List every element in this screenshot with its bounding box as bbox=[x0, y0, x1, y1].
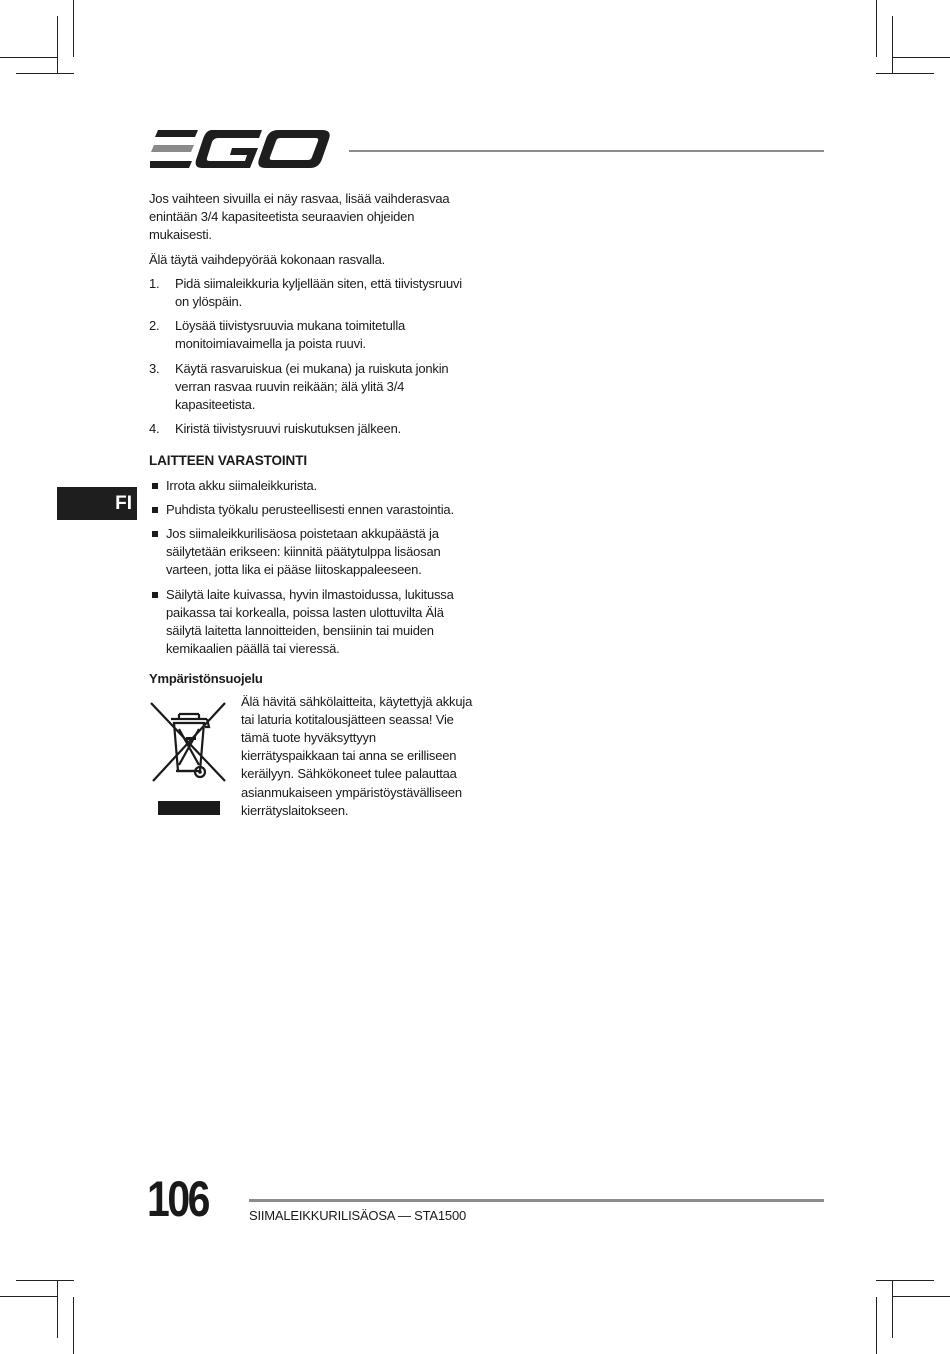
step-text: Löysää tiivistysruuvia mukana toimitetulla monitoimiavaimella ja poista ruuvi. bbox=[175, 318, 406, 352]
list-item bbox=[149, 317, 474, 353]
intro-paragraph: Jos vaihteen sivuilla ei näy rasvaa, lisää vaihderasvaa enintään 3/4 kapasiteetista seuraavien ohjeiden mukaisesti. bbox=[149, 191, 450, 243]
header-rule bbox=[349, 150, 824, 152]
bin-underline-bar bbox=[158, 801, 220, 815]
crop-mark bbox=[876, 0, 877, 57]
crop-mark bbox=[893, 1296, 950, 1297]
list-item bbox=[149, 275, 474, 311]
footer-product-title: SIIMALEIKKURILISÄOSA — STA1500 bbox=[249, 1208, 467, 1223]
bullet-square-icon bbox=[152, 531, 158, 537]
page-number: 106 bbox=[147, 1171, 209, 1227]
list-item bbox=[149, 477, 474, 495]
storage-bullets bbox=[149, 477, 474, 659]
list-item bbox=[149, 586, 474, 659]
crop-mark bbox=[892, 1280, 893, 1338]
crop-mark bbox=[0, 1296, 57, 1297]
crop-mark bbox=[57, 16, 58, 74]
bullet-text: Irrota akku siimaleikkurista. bbox=[166, 477, 317, 493]
intro-paragraph: Älä täytä vaihdepyörää kokonaan rasvalla. bbox=[149, 251, 386, 267]
crop-mark bbox=[16, 1280, 74, 1281]
crop-mark bbox=[892, 16, 893, 74]
step-text: Käytä rasvaruiskua (ei mukana) ja ruiskuta jonkin verran rasvaa ruuvin reikään; älä ylitä 3/4 kapasiteetista. bbox=[175, 360, 449, 413]
crop-mark bbox=[16, 73, 74, 74]
environment-heading: Ympäristönsuojelu bbox=[149, 671, 263, 687]
crop-mark bbox=[876, 1297, 877, 1354]
step-text: Kiristä tiivistysruuvi ruiskutuksen jälkeen. bbox=[175, 421, 402, 437]
step-number: 3. bbox=[149, 360, 160, 376]
crop-mark bbox=[73, 1297, 74, 1354]
list-item bbox=[149, 420, 474, 438]
crop-mark bbox=[57, 1280, 58, 1338]
step-number: 1. bbox=[149, 275, 160, 291]
step-number: 4. bbox=[149, 421, 160, 437]
bullet-square-icon bbox=[152, 507, 158, 513]
footer-rule bbox=[249, 1199, 824, 1202]
environment-section bbox=[149, 693, 474, 833]
bullet-square-icon bbox=[152, 483, 158, 489]
crop-mark bbox=[876, 1280, 934, 1281]
environment-text: Älä hävitä sähkölaitteita, käytettyjä akkuja tai laturia kotitalousjätteen seassa! Vie tämä tuote hyväksyttyyn kierrätyspaikkaan tai anna se erilliseen keräilyyn. Sähkökoneet tulee palauttaa asianmukaiseen ympäristöystävälliseen kierrätyslaitokseen. bbox=[241, 693, 473, 818]
list-item bbox=[149, 360, 474, 415]
crop-mark bbox=[893, 57, 950, 58]
step-number: 2. bbox=[149, 318, 160, 334]
ego-logo bbox=[150, 130, 332, 172]
crop-mark bbox=[0, 57, 57, 58]
step-text: Pidä siimaleikkuria kyljellään siten, että tiivistysruuvi on ylöspäin. bbox=[175, 275, 462, 310]
storage-heading: LAITTEEN VARASTOINTI bbox=[149, 453, 308, 469]
list-item bbox=[149, 501, 474, 519]
language-tab: FI bbox=[57, 487, 137, 520]
main-content bbox=[149, 190, 474, 833]
bullet-text: Jos siimaleikkurilisäosa poistetaan akkupäästä ja säilytetään erikseen: kiinnitä päätytulppa lisäosan varteen, jotta lika ei pääse liitoskappaleeseen. bbox=[166, 526, 441, 578]
crossed-out-wheelie-bin-icon bbox=[149, 697, 229, 815]
crop-mark bbox=[73, 0, 74, 57]
bullet-text: Säilytä laite kuivassa, hyvin ilmastoidussa, lukitussa paikassa tai korkealla, poissa lasten ulottuvilta Älä säilytä laitetta lannoitteiden, bensiinin tai muiden kemikaalien päällä tai vieressä. bbox=[166, 586, 454, 657]
bullet-text: Puhdista työkalu perusteellisesti ennen varastointia. bbox=[166, 501, 454, 517]
bullet-square-icon bbox=[152, 592, 158, 598]
grease-steps bbox=[149, 275, 474, 439]
list-item bbox=[149, 525, 474, 580]
crop-mark bbox=[876, 73, 934, 74]
